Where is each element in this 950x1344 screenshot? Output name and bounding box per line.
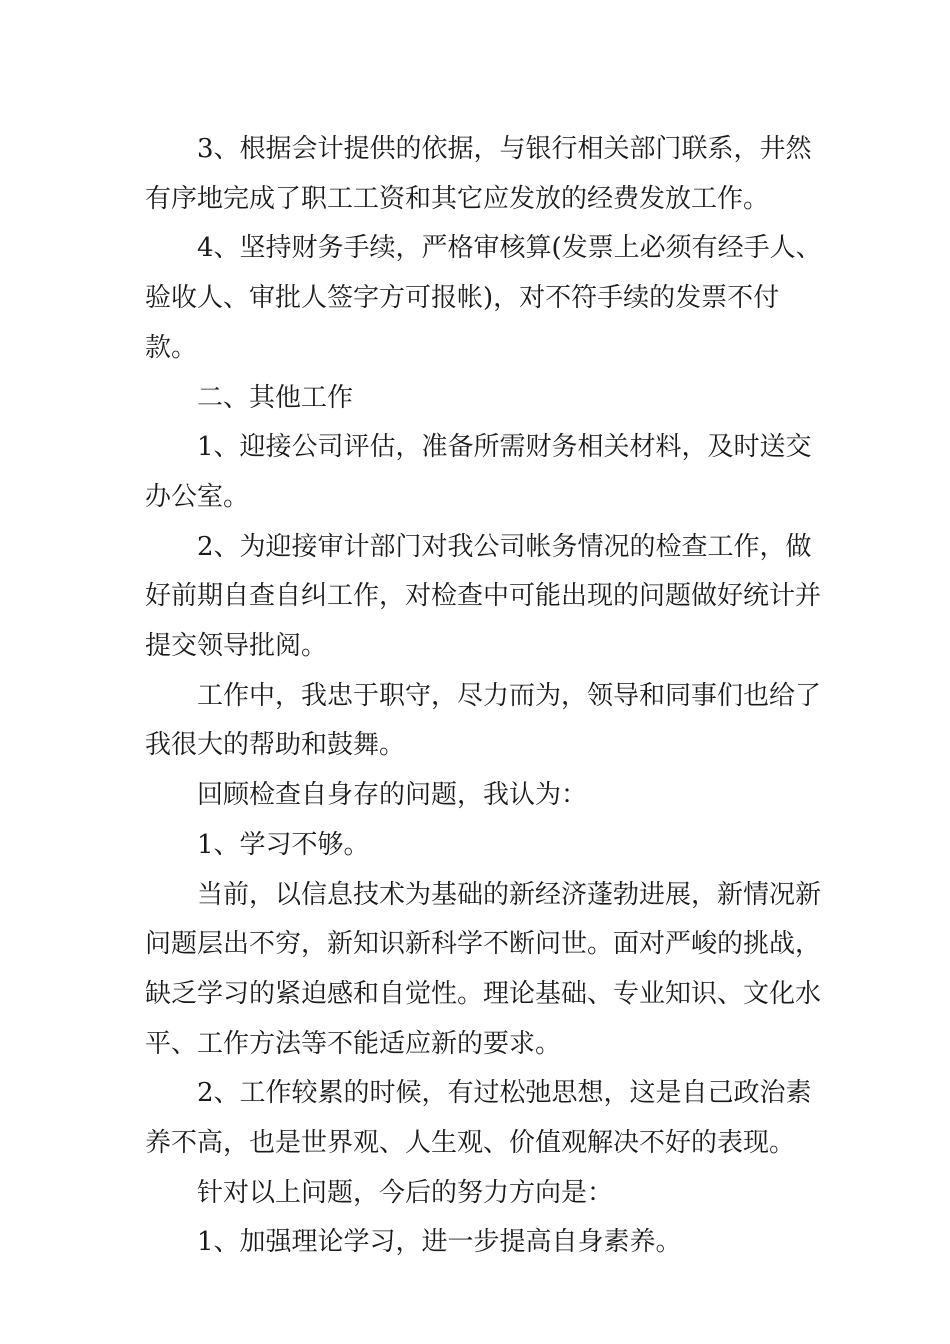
- paragraph-9: 2、工作较累的时候，有过松弛思想，这是自己政治素养不高，也是世界观、人生观、价值观解决不好的表现。: [145, 1078, 812, 1159]
- paragraph-2: 4、坚持财务手续，严格审核算(发票上必须有经手人、验收人、审批人签字方可报帐)，对不符手续的发票不付款。: [145, 233, 822, 363]
- paragraph-8: 当前，以信息技术为基础的新经济蓬勃进展，新情况新问题层出不穷，新知识新科学不断问世。面对严峻的挑战，缺乏学习的紧迫感和自觉性。理论基础、专业知识、文化水平、工作方法等不能适应新的要求。: [145, 879, 822, 1059]
- paragraph-11: 1、加强理论学习，进一步提高自身素养。: [197, 1227, 682, 1258]
- paragraph-6: 回顾检查自身存的问题，我认为：: [197, 780, 588, 811]
- paragraph-3: 1、迎接公司评估，准备所需财务相关材料，及时送交办公室。: [145, 432, 812, 512]
- document-body: [145, 125, 825, 1268]
- paragraph-1: 3、根据会计提供的依据，与银行相关部门联系，井然有序地完成了职工工资和其它应发放的经费发放工作。: [145, 134, 812, 214]
- paragraph-10: 针对以上问题，今后的努力方向是：: [197, 1177, 614, 1208]
- paragraph-7: 1、学习不够。: [197, 829, 370, 860]
- section-heading-other-work: 二、其他工作: [197, 382, 354, 413]
- paragraph-4: 2、为迎接审计部门对我公司帐务情况的检查工作，做好前期自查自纠工作，对检查中可能出现的问题做好统计并提交领导批阅。: [145, 531, 822, 662]
- paragraph-5: 工作中，我忠于职守，尽力而为，领导和同事们也给了我很大的帮助和鼓舞。: [145, 680, 822, 761]
